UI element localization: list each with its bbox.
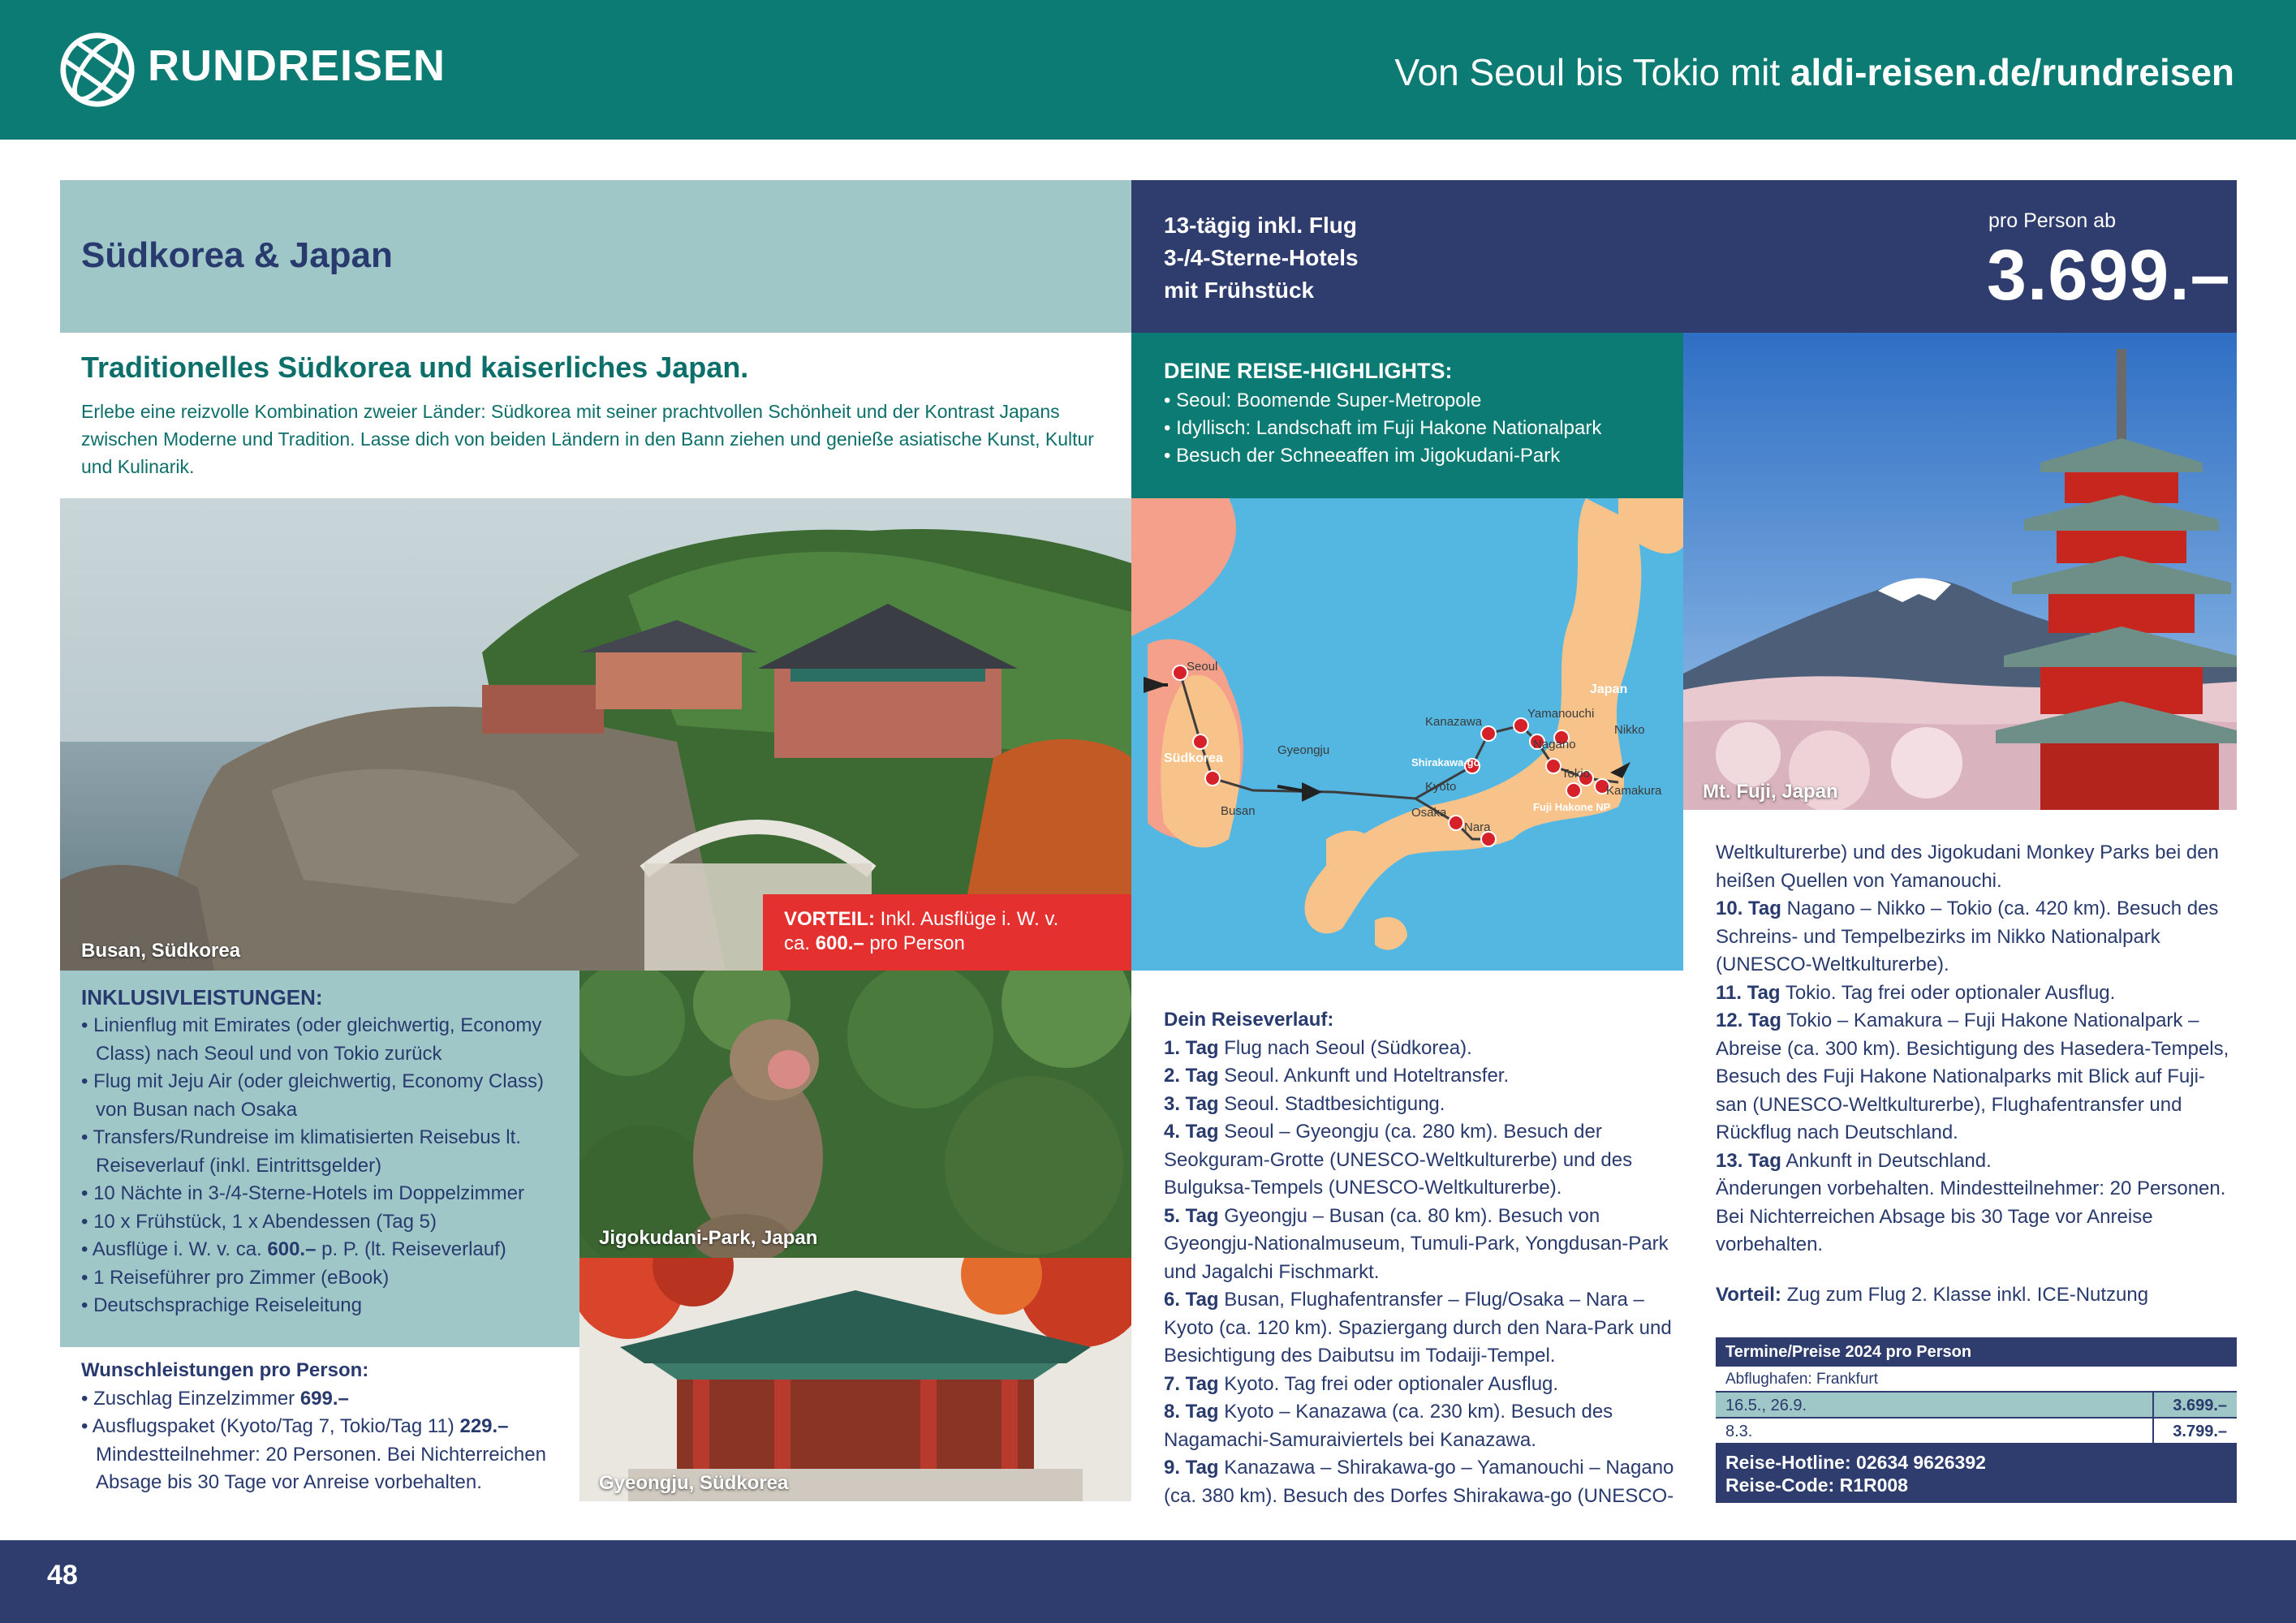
itinerary-day: 7. Tag Kyoto. Tag frei oder optionaler Ausflug. [1164, 1372, 1559, 1395]
inclusive-item: • Transfers/Rundreise im klimatisierten Reisebus lt. Reiseverlauf (inkl. Eintrittsgelder) [81, 1124, 558, 1180]
itinerary-note: Änderungen vorbehalten. Mindestteilnehmer: 20 Personen. Bei Nichterreichen Absage bis 30 Tage vor Anreise vorbehalten. [1716, 1177, 2226, 1255]
table-row: 16.5., 26.9. 3.699.– [1716, 1393, 2237, 1419]
map-label-japan: Japan [1590, 682, 1628, 696]
trip-title: Südkorea & Japan [81, 235, 393, 275]
highlights-box [1131, 333, 1683, 498]
itinerary-day: 8. Tag Kyoto – Kanazawa (ca. 230 km). Besuch des Nagamachi-Samuraiviertels bei Kanazawa. [1164, 1401, 1613, 1451]
highlight-item: • Seoul: Boomende Super-Metropole [1164, 387, 1651, 415]
itinerary-continuation: Weltkulturerbe) und des Jigokudani Monkey Parks bei den heißen Quellen von Yamanouchi. [1716, 842, 2219, 892]
itinerary-title: Dein Reiseverlauf: [1164, 1009, 1334, 1031]
inclusive-title: INKLUSIVLEISTUNGEN: [81, 985, 323, 1010]
highlight-item: • Besuch der Schneeaffen im Jigokudani-Park [1164, 442, 1651, 470]
inclusive-item: • 1 Reiseführer pro Zimmer (eBook) [81, 1264, 558, 1293]
map-label-nagano: Nagano [1533, 738, 1576, 751]
highlight-item: • Idyllisch: Landschaft im Fuji Hakone Nationalpark [1164, 415, 1651, 442]
itinerary-day: 11. Tag Tokio. Tag frei oder optionaler Ausflug. [1716, 981, 2116, 1004]
map-label-shirakawa: Shirakawa-go [1411, 756, 1480, 768]
monkey-photo [579, 971, 1131, 1258]
inclusive-item: • 10 Nächte in 3-/4-Sterne-Hotels im Doppelzimmer [81, 1180, 558, 1208]
itinerary-day: 1. Tag Flug nach Seoul (Südkorea). [1164, 1036, 1472, 1059]
itinerary-day: 12. Tag Tokio – Kamakura – Fuji Hakone Nationalpark – Abreise (ca. 300 km). Besichtigung des Hasedera-Tempels, Besuch des Fuji Hakone Nationalparks mit Blick auf Fuji-san (UNESCO-Weltkulturerbe), Flughafentransfer und Rückflug nach Deutschland. [1716, 1010, 2229, 1143]
page-number: 48 [47, 1560, 78, 1591]
wunsch-title: Wunschleistungen pro Person: [81, 1359, 369, 1381]
inclusive-item: • 10 x Frühstück, 1 x Abendessen (Tag 5) [81, 1208, 558, 1237]
itinerary-day: 5. Tag Gyeongju – Busan (ca. 80 km). Besuch von Gyeongju-Nationalmuseum, Tumuli-Park, Yongdusan-Park und Jagalchi Fischmarkt. [1164, 1204, 1669, 1283]
itinerary-day: 3. Tag Seoul. Stadtbesichtigung. [1164, 1092, 1445, 1115]
highlights-title: DEINE REISE-HIGHLIGHTS: [1164, 359, 1453, 383]
map-label-kanazawa: Kanazawa [1425, 715, 1483, 729]
map-label-seoul: Seoul [1187, 660, 1218, 674]
itinerary-col2 [1716, 839, 2235, 1259]
hotline[interactable]: Reise-Hotline: 02634 9626392 [1725, 1452, 1986, 1473]
footer-bar [0, 1540, 2296, 1623]
map-label-gyeongju: Gyeongju [1277, 743, 1330, 757]
table-row: 8.3. 3.799.– [1716, 1419, 2237, 1444]
price-table-header: Termine/Preise 2024 pro Person [1716, 1337, 2237, 1367]
intro-heading: Traditionelles Südkorea und kaiserliches Japan. [81, 351, 749, 384]
map-label-fuji-np: Fuji Hakone NP [1533, 801, 1611, 813]
price-table-airport: Abflughafen: Frankfurt [1716, 1367, 2237, 1393]
map-label-suedkorea: Südkorea [1164, 751, 1223, 765]
map-label-kamakura: Kamakura [1606, 784, 1662, 798]
inclusive-item: • Linienflug mit Emirates (oder gleichwertig, Economy Class) nach Seoul und von Tokio zurück [81, 1012, 558, 1068]
map-label-nara: Nara [1464, 820, 1491, 834]
wunsch-item: • Zuschlag Einzelzimmer 699.– [81, 1385, 568, 1414]
map-label-yamanouchi: Yamanouchi [1527, 707, 1595, 721]
route-map [1131, 498, 1683, 971]
wunschleistungen [81, 1357, 568, 1497]
monkey-caption: Jigokudani-Park, Japan [599, 1227, 818, 1249]
gyeongju-photo [579, 1258, 1131, 1501]
itinerary-day: 13. Tag Ankunft in Deutschland. [1716, 1149, 1992, 1172]
fuji-photo [1683, 333, 2237, 810]
intro-text: Erlebe eine reizvolle Kombination zweier Länder: Südkorea mit seiner prachtvollen Schönheit und der Kontrast Japans zwischen Moderne und Tradition. Lasse dich von beiden Ländern in den Bann ziehen und genieße asiatische Kunst, Kultur und Kulinarik. [81, 401, 1094, 477]
price-value: 3.699.– [1987, 235, 2231, 315]
gyeongju-caption: Gyeongju, Südkorea [599, 1472, 789, 1494]
inclusive-box [60, 971, 579, 1347]
itinerary-col1 [1164, 1006, 1675, 1510]
vorteil-zug: Vorteil: Zug zum Flug 2. Klasse inkl. ICE-Nutzung [1716, 1284, 2149, 1306]
trip-specs: 13-tägig inkl. Flug 3-/4-Sterne-Hotels mit Frühstück [1164, 213, 1359, 303]
map-label-nikko: Nikko [1614, 723, 1645, 737]
itinerary-day: 10. Tag Nagano – Nikko – Tokio (ca. 420 km). Besuch des Schreins- und Tempelbezirks im Nikko Nationalpark (UNESCO-Weltkulturerbe). [1716, 898, 2219, 975]
globe-icon [58, 31, 136, 109]
vorteil-badge: VORTEIL: Inkl. Ausflüge i. W. v. ca. 600.– pro Person [763, 894, 1131, 971]
map-label-osaka: Osaka [1411, 806, 1447, 820]
wunsch-item: • Ausflugspaket (Kyoto/Tag 7, Tokio/Tag 11) 229.– Mindestteilnehmer: 20 Personen. Bei Nichterreichen Absage bis 30 Tage vor Anreise vorbehalten. [81, 1413, 568, 1497]
map-label-kyoto: Kyoto [1425, 780, 1457, 794]
brand-title: RUNDREISEN [148, 41, 446, 90]
itinerary-day: 9. Tag Kanazawa – Shirakawa-go – Yamanouchi – Nagano (ca. 380 km). Besuch des Dorfes Shirakawa-go (UNESCO- [1164, 1457, 1674, 1507]
busan-caption: Busan, Südkorea [81, 940, 241, 962]
inclusive-item: • Deutschsprachige Reiseleitung [81, 1292, 558, 1320]
price-table [1716, 1337, 2237, 1503]
header-tagline: Von Seoul bis Tokio mit aldi-reisen.de/rundreisen [1394, 51, 2234, 93]
itinerary-day: 4. Tag Seoul – Gyeongju (ca. 280 km). Besuch der Seokguram-Grotte (UNESCO-Weltkulturerbe) und des Bulguksa-Tempels (UNESCO-Weltkulturerbe). [1164, 1121, 1633, 1199]
itinerary-day: 2. Tag Seoul. Ankunft und Hoteltransfer. [1164, 1065, 1510, 1087]
reise-code: Reise-Code: R1R008 [1725, 1474, 1908, 1496]
fuji-caption: Mt. Fuji, Japan [1703, 781, 1838, 803]
header-url[interactable]: aldi-reisen.de/rundreisen [1790, 51, 2234, 93]
price-label: pro Person ab [1988, 209, 2117, 232]
price-table-footer [1716, 1444, 2237, 1503]
inclusive-item: • Ausflüge i. W. v. ca. 600.– p. P. (lt. Reiseverlauf) [81, 1236, 558, 1264]
map-label-tokio: Tokio [1562, 767, 1591, 781]
inclusive-item: • Flug mit Jeju Air (oder gleichwertig, Economy Class) von Busan nach Osaka [81, 1068, 558, 1124]
map-label-busan: Busan [1221, 804, 1256, 818]
itinerary-day: 6. Tag Busan, Flughafentransfer – Flug/Osaka – Nara – Kyoto (ca. 120 km). Spaziergang durch den Nara-Park und Besichtigung des Daibutsu im Todaiji-Tempel. [1164, 1289, 1672, 1367]
